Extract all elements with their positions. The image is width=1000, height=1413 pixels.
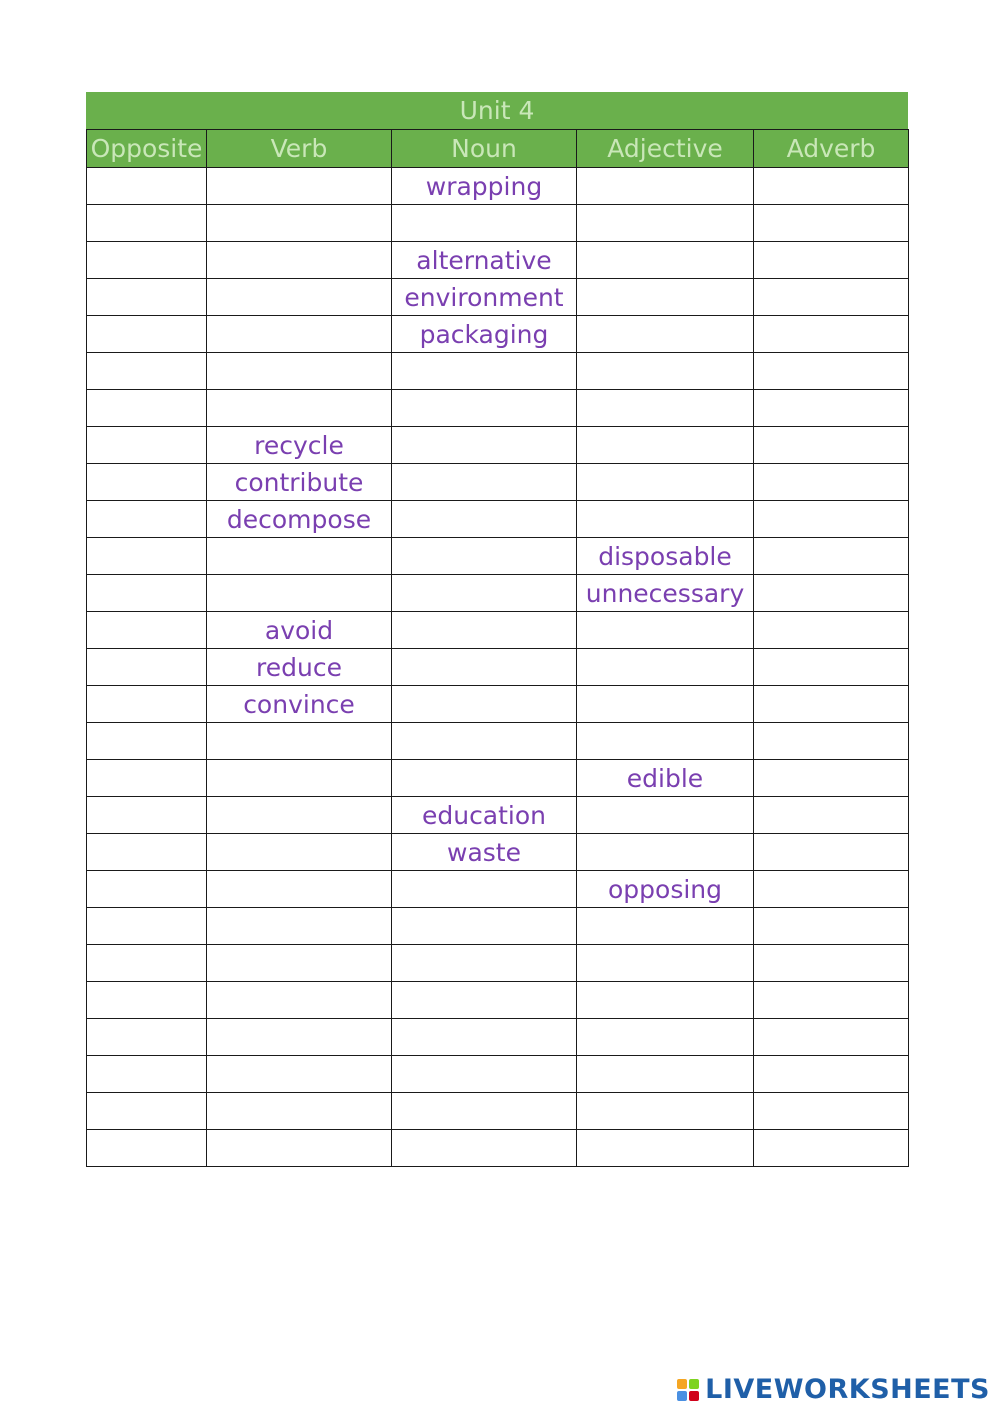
table-row xyxy=(87,1056,909,1093)
cell-adjective[interactable] xyxy=(577,1019,754,1056)
table-row xyxy=(87,427,909,464)
cell-noun[interactable] xyxy=(392,1130,577,1167)
table-row xyxy=(87,908,909,945)
cell-verb[interactable] xyxy=(207,1130,392,1167)
table-row xyxy=(87,205,909,242)
cell-adverb[interactable] xyxy=(754,427,909,464)
cell-adverb[interactable] xyxy=(754,1130,909,1167)
table-row xyxy=(87,575,909,612)
cell-adjective[interactable] xyxy=(577,316,754,353)
cell-adjective: unnecessary xyxy=(577,575,754,612)
table-row xyxy=(87,871,909,908)
cell-adjective[interactable] xyxy=(577,464,754,501)
cell-opposite[interactable] xyxy=(87,1093,207,1130)
cell-adjective[interactable] xyxy=(577,427,754,464)
brand-footer xyxy=(677,1374,990,1405)
cell-adjective[interactable] xyxy=(577,353,754,390)
worksheet xyxy=(86,92,908,1167)
table-row xyxy=(87,242,909,279)
cell-noun[interactable] xyxy=(392,723,577,760)
cell-opposite[interactable] xyxy=(87,945,207,982)
cell-adverb[interactable] xyxy=(754,353,909,390)
cell-noun[interactable] xyxy=(392,1056,577,1093)
cell-verb[interactable] xyxy=(207,538,392,575)
cell-adjective[interactable] xyxy=(577,945,754,982)
cell-adverb[interactable] xyxy=(754,242,909,279)
table-row xyxy=(87,501,909,538)
cell-adverb[interactable] xyxy=(754,871,909,908)
cell-adjective[interactable] xyxy=(577,908,754,945)
cell-adjective[interactable] xyxy=(577,501,754,538)
cell-opposite[interactable] xyxy=(87,353,207,390)
cell-opposite[interactable] xyxy=(87,279,207,316)
cell-adverb[interactable] xyxy=(754,1093,909,1130)
cell-verb: recycle xyxy=(207,427,392,464)
cell-verb: contribute xyxy=(207,464,392,501)
cell-opposite[interactable] xyxy=(87,575,207,612)
table-row xyxy=(87,279,909,316)
cell-adverb[interactable] xyxy=(754,501,909,538)
cell-opposite[interactable] xyxy=(87,427,207,464)
cell-adverb[interactable] xyxy=(754,982,909,1019)
cell-adjective[interactable] xyxy=(577,390,754,427)
cell-opposite[interactable] xyxy=(87,908,207,945)
cell-adjective[interactable] xyxy=(577,242,754,279)
cell-adverb[interactable] xyxy=(754,575,909,612)
cell-noun[interactable] xyxy=(392,464,577,501)
table-row xyxy=(87,686,909,723)
cell-opposite[interactable] xyxy=(87,723,207,760)
cell-opposite[interactable] xyxy=(87,390,207,427)
table-row xyxy=(87,612,909,649)
table-row xyxy=(87,1130,909,1167)
cell-noun[interactable] xyxy=(392,390,577,427)
cell-opposite[interactable] xyxy=(87,760,207,797)
cell-adverb[interactable] xyxy=(754,612,909,649)
cell-opposite[interactable] xyxy=(87,242,207,279)
cell-verb[interactable] xyxy=(207,1019,392,1056)
cell-noun: waste xyxy=(392,834,577,871)
table-row xyxy=(87,538,909,575)
cell-adjective[interactable] xyxy=(577,982,754,1019)
cell-adverb[interactable] xyxy=(754,1019,909,1056)
cell-opposite[interactable] xyxy=(87,649,207,686)
cell-verb[interactable] xyxy=(207,723,392,760)
cell-adverb[interactable] xyxy=(754,464,909,501)
cell-adjective[interactable] xyxy=(577,1056,754,1093)
cell-adverb[interactable] xyxy=(754,1056,909,1093)
unit-title: Unit 4 xyxy=(86,92,908,129)
cell-opposite[interactable] xyxy=(87,834,207,871)
cell-noun[interactable] xyxy=(392,686,577,723)
liveworksheets-logo-icon xyxy=(677,1379,699,1401)
cell-adverb[interactable] xyxy=(754,834,909,871)
table-row xyxy=(87,945,909,982)
header-row xyxy=(87,130,909,168)
cell-adjective[interactable] xyxy=(577,1130,754,1167)
cell-adverb[interactable] xyxy=(754,168,909,205)
cell-adjective[interactable] xyxy=(577,834,754,871)
cell-adverb[interactable] xyxy=(754,945,909,982)
cell-adverb[interactable] xyxy=(754,723,909,760)
table-row xyxy=(87,316,909,353)
cell-noun: wrapping xyxy=(392,168,577,205)
cell-opposite[interactable] xyxy=(87,612,207,649)
cell-verb: reduce xyxy=(207,649,392,686)
cell-adjective[interactable] xyxy=(577,279,754,316)
cell-opposite[interactable] xyxy=(87,501,207,538)
cell-noun[interactable] xyxy=(392,1093,577,1130)
cell-adjective: disposable xyxy=(577,538,754,575)
cell-opposite[interactable] xyxy=(87,464,207,501)
header-verb: Verb xyxy=(207,130,392,168)
cell-adverb[interactable] xyxy=(754,649,909,686)
cell-opposite[interactable] xyxy=(87,871,207,908)
cell-adverb[interactable] xyxy=(754,390,909,427)
cell-opposite[interactable] xyxy=(87,686,207,723)
cell-adverb[interactable] xyxy=(754,279,909,316)
cell-verb[interactable] xyxy=(207,1093,392,1130)
cell-opposite[interactable] xyxy=(87,797,207,834)
cell-noun[interactable] xyxy=(392,908,577,945)
table-row xyxy=(87,1019,909,1056)
cell-opposite[interactable] xyxy=(87,1130,207,1167)
cell-adverb[interactable] xyxy=(754,538,909,575)
cell-verb[interactable] xyxy=(207,168,392,205)
table-row xyxy=(87,390,909,427)
cell-noun[interactable] xyxy=(392,612,577,649)
table-row xyxy=(87,834,909,871)
cell-adverb[interactable] xyxy=(754,316,909,353)
cell-noun: environment xyxy=(392,279,577,316)
cell-noun[interactable] xyxy=(392,427,577,464)
cell-adverb[interactable] xyxy=(754,205,909,242)
cell-opposite[interactable] xyxy=(87,1056,207,1093)
cell-adjective[interactable] xyxy=(577,205,754,242)
cell-verb[interactable] xyxy=(207,1056,392,1093)
cell-verb[interactable] xyxy=(207,575,392,612)
cell-verb[interactable] xyxy=(207,760,392,797)
cell-adjective[interactable] xyxy=(577,797,754,834)
cell-noun[interactable] xyxy=(392,205,577,242)
header-adverb: Adverb xyxy=(754,130,909,168)
cell-verb[interactable] xyxy=(207,834,392,871)
cell-noun: alternative xyxy=(392,242,577,279)
cell-verb[interactable] xyxy=(207,390,392,427)
cell-opposite[interactable] xyxy=(87,205,207,242)
cell-adverb[interactable] xyxy=(754,908,909,945)
table-row xyxy=(87,353,909,390)
cell-adverb[interactable] xyxy=(754,760,909,797)
cell-opposite[interactable] xyxy=(87,168,207,205)
header-opposite: Opposite xyxy=(87,130,207,168)
cell-adjective: opposing xyxy=(577,871,754,908)
cell-verb[interactable] xyxy=(207,279,392,316)
cell-adverb[interactable] xyxy=(754,686,909,723)
cell-verb[interactable] xyxy=(207,945,392,982)
cell-noun: education xyxy=(392,797,577,834)
cell-verb: avoid xyxy=(207,612,392,649)
cell-verb: convince xyxy=(207,686,392,723)
cell-adjective[interactable] xyxy=(577,612,754,649)
cell-adverb[interactable] xyxy=(754,797,909,834)
cell-noun[interactable] xyxy=(392,353,577,390)
cell-adjective: edible xyxy=(577,760,754,797)
cell-adjective[interactable] xyxy=(577,168,754,205)
cell-noun[interactable] xyxy=(392,1019,577,1056)
header-adjective: Adjective xyxy=(577,130,754,168)
brand-name: LIVEWORKSHEETS xyxy=(705,1374,990,1405)
header-noun: Noun xyxy=(392,130,577,168)
cell-verb[interactable] xyxy=(207,205,392,242)
cell-noun[interactable] xyxy=(392,575,577,612)
cell-verb[interactable] xyxy=(207,353,392,390)
word-formation-table xyxy=(86,129,909,1167)
cell-adjective[interactable] xyxy=(577,686,754,723)
cell-noun[interactable] xyxy=(392,538,577,575)
table-row xyxy=(87,723,909,760)
cell-verb[interactable] xyxy=(207,242,392,279)
cell-noun[interactable] xyxy=(392,945,577,982)
table-row xyxy=(87,168,909,205)
cell-adjective[interactable] xyxy=(577,1093,754,1130)
cell-opposite[interactable] xyxy=(87,538,207,575)
cell-opposite[interactable] xyxy=(87,1019,207,1056)
cell-noun[interactable] xyxy=(392,871,577,908)
cell-noun[interactable] xyxy=(392,501,577,538)
table-row xyxy=(87,760,909,797)
cell-noun[interactable] xyxy=(392,982,577,1019)
table-row xyxy=(87,982,909,1019)
cell-verb[interactable] xyxy=(207,797,392,834)
cell-noun: packaging xyxy=(392,316,577,353)
cell-noun[interactable] xyxy=(392,649,577,686)
cell-verb[interactable] xyxy=(207,871,392,908)
table-row xyxy=(87,797,909,834)
table-row xyxy=(87,649,909,686)
cell-adjective[interactable] xyxy=(577,649,754,686)
cell-noun[interactable] xyxy=(392,760,577,797)
cell-verb[interactable] xyxy=(207,908,392,945)
cell-verb[interactable] xyxy=(207,316,392,353)
table-row xyxy=(87,464,909,501)
cell-opposite[interactable] xyxy=(87,316,207,353)
table-row xyxy=(87,1093,909,1130)
cell-verb: decompose xyxy=(207,501,392,538)
cell-opposite[interactable] xyxy=(87,982,207,1019)
cell-verb[interactable] xyxy=(207,982,392,1019)
cell-adjective[interactable] xyxy=(577,723,754,760)
